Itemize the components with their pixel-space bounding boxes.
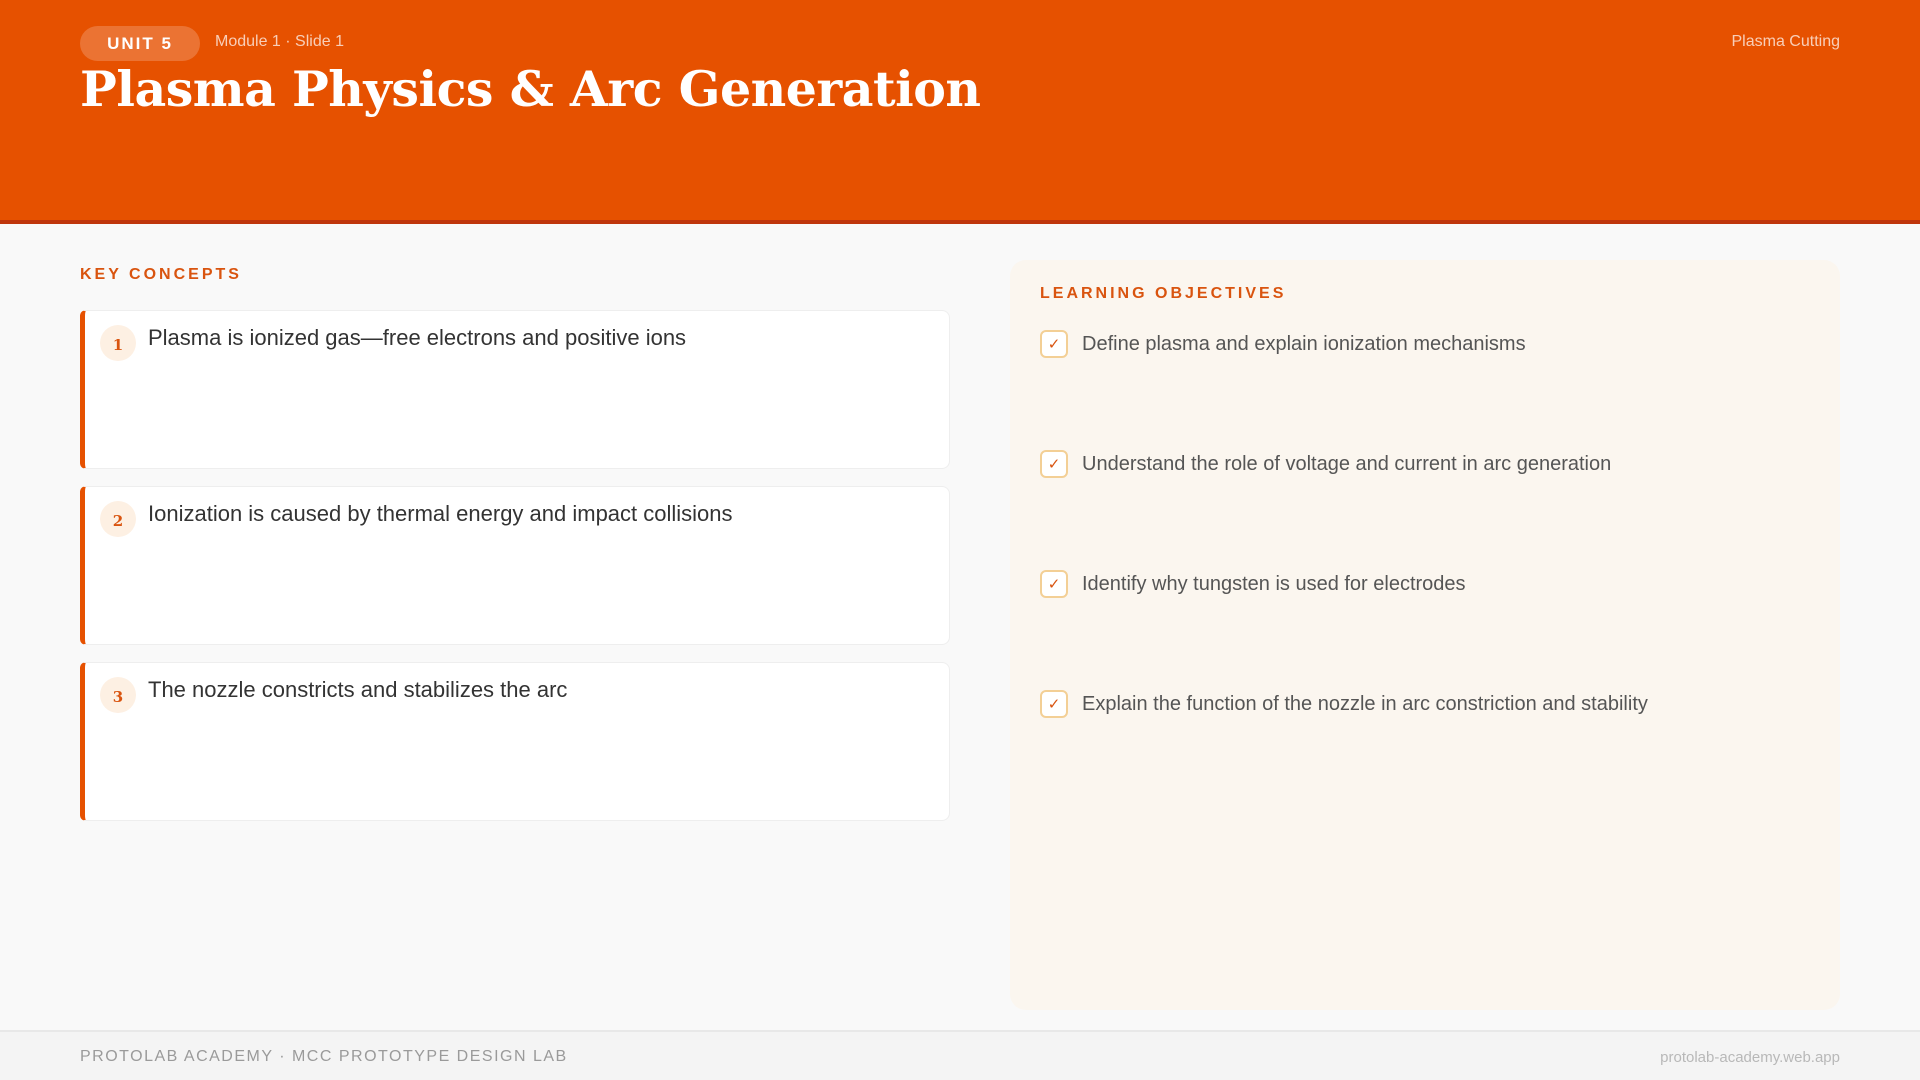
breadcrumb: Module 1 · Slide 1 (215, 33, 344, 50)
checkmark-icon: ✓ (1040, 690, 1068, 718)
objective-item (1040, 330, 1648, 358)
checkmark-icon: ✓ (1040, 330, 1068, 358)
learning-objectives-panel (1010, 260, 1840, 1010)
concept-text: Plasma is ionized gas—free electrons and positive ions (148, 325, 687, 350)
objective-text: Understand the role of voltage and current in arc generation (1082, 452, 1612, 475)
footer-url[interactable]: protolab-academy.web.app (1660, 1049, 1840, 1066)
learning-objectives-heading: LEARNING OBJECTIVES (1040, 285, 1287, 302)
objective-text: Define plasma and explain ionization mechanisms (1082, 332, 1526, 355)
concept-card (80, 310, 950, 469)
concept-card (80, 662, 950, 821)
concept-card (80, 486, 950, 645)
concept-number-badge: 3 (100, 677, 136, 713)
footer-organization: PROTOLAB ACADEMY · MCC PROTOTYPE DESIGN LAB (80, 1048, 568, 1065)
objective-item (1040, 570, 1648, 598)
objective-item (1040, 690, 1648, 718)
key-concepts-list (80, 310, 950, 838)
concept-text: The nozzle constricts and stabilizes the arc (148, 677, 568, 702)
objective-item (1040, 450, 1648, 478)
objective-text: Identify why tungsten is used for electrodes (1082, 572, 1466, 595)
checkmark-icon: ✓ (1040, 570, 1068, 598)
objective-text: Explain the function of the nozzle in arc constriction and stability (1082, 692, 1648, 715)
key-concepts-heading: KEY CONCEPTS (80, 266, 242, 283)
unit-badge: UNIT 5 (80, 26, 200, 61)
slide-header (0, 0, 1920, 224)
concept-number-badge: 1 (100, 325, 136, 361)
concept-number-badge: 2 (100, 501, 136, 537)
footer (0, 1030, 1920, 1080)
course-name: Plasma Cutting (1731, 33, 1840, 50)
concept-text: Ionization is caused by thermal energy and impact collisions (148, 501, 733, 526)
checkmark-icon: ✓ (1040, 450, 1068, 478)
page-title: Plasma Physics & Arc Generation (80, 60, 981, 118)
objectives-list (1040, 330, 1648, 810)
